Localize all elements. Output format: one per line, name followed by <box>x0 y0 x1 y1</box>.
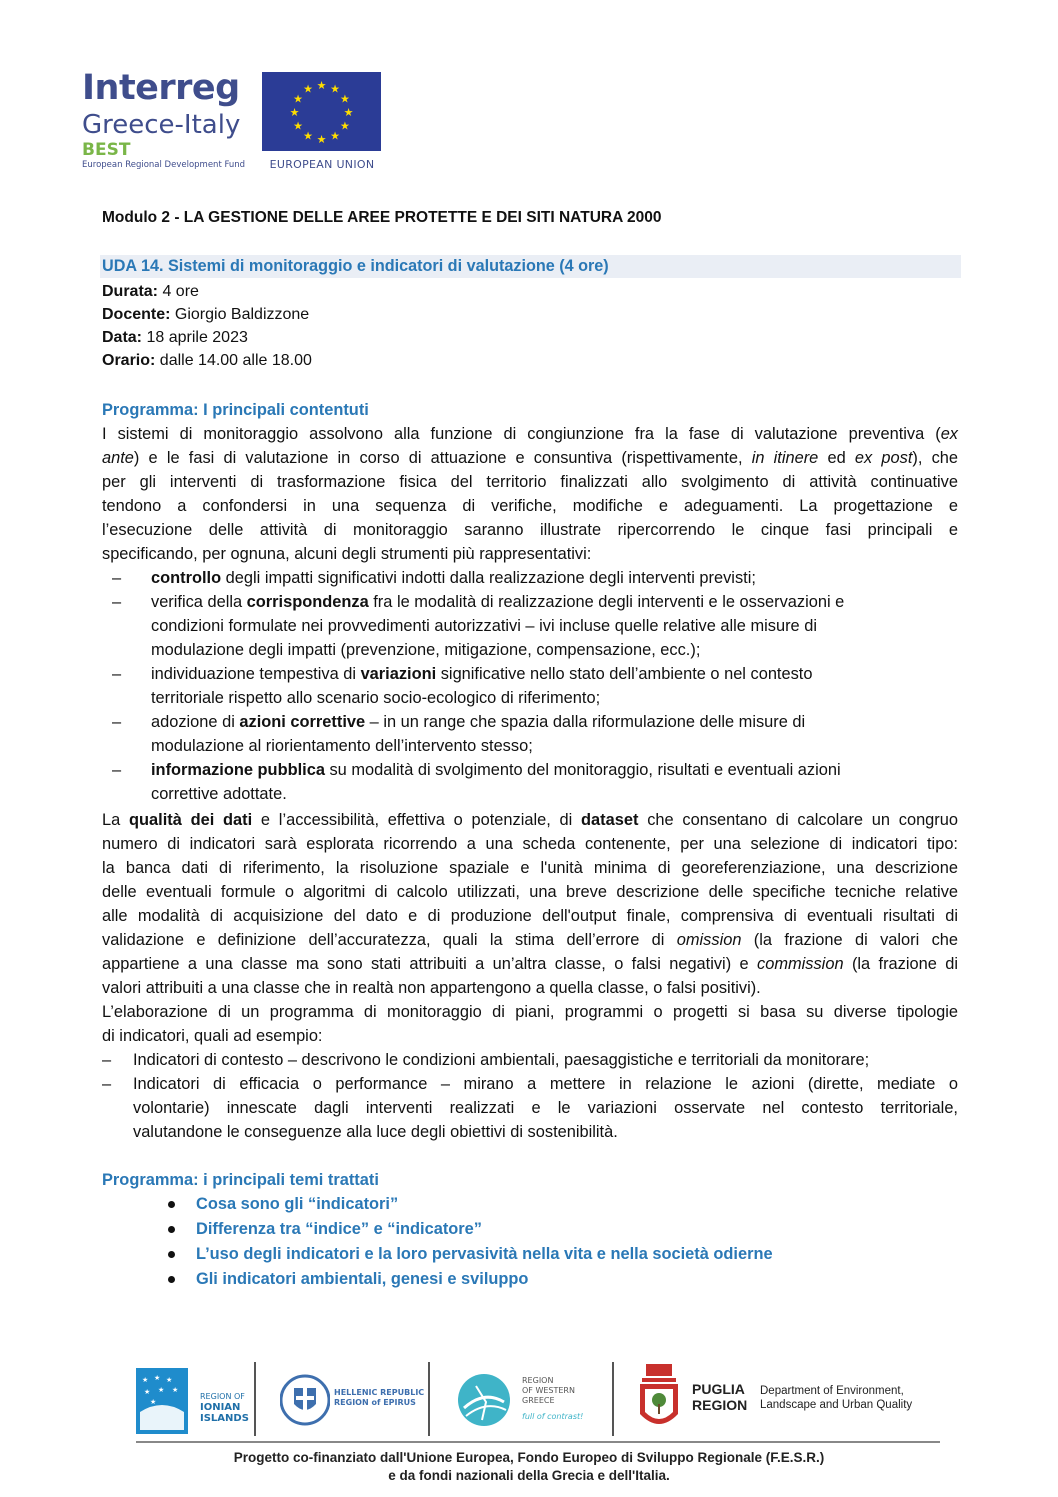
svg-text:★: ★ <box>172 1386 179 1394</box>
cofinancing-line-2: e da fondi nazionali della Grecia e dell'Italia. <box>388 1468 670 1483</box>
meta-docente <box>102 303 309 327</box>
quality-line: la banca dati di riferimento, la risoluzione spaziale e l'unità minima di georeferenziazione, una descrizione <box>102 859 958 877</box>
intro-line: ante) e le fasi di valutazione in corso di attuazione e consuntiva (rispettivamente, in itinere ed ex post), che <box>102 449 959 467</box>
svg-text:★: ★ <box>303 129 313 143</box>
cofinancing-line-1: Progetto co-finanziato dall'Unione Europea, Fondo Europeo di Sviluppo Regionale (F.E.S.R.) <box>233 1450 825 1465</box>
bullet-icon <box>168 1201 175 1208</box>
interreg-logo <box>82 68 382 173</box>
dept-label-1: Department of Environment, <box>760 1385 904 1397</box>
epirus-label-1: HELLENIC REPUBLIC <box>334 1388 425 1397</box>
ionian-label-2: IONIAN <box>200 1402 241 1413</box>
svg-text:★: ★ <box>339 119 350 133</box>
quality-line: alle modalità di acquisizione del dato e di produzione dell'output finale, comprensiva di eventuali risultati di <box>102 907 958 925</box>
ionian-label-3: ISLANDS <box>200 1413 249 1424</box>
intro-line: per gli interventi di trasformazione fisica del territorio finalizzati allo svolgimento di attività continuative <box>102 473 958 491</box>
intro-line: l’esecuzione delle attività di monitoraggio saranno illustrate ripercorrendo le cinque fasi principali e <box>102 521 958 539</box>
orario-value: dalle 14.00 alle 18.00 <box>155 352 312 369</box>
svg-text:★: ★ <box>339 92 350 106</box>
western-greece-logo-icon <box>456 1372 512 1428</box>
quality-line: La qualità dei dati e l’accessibilità, effettiva o potenziale, di dataset che consentano di calcolare un congruo <box>102 811 958 829</box>
svg-text:★: ★ <box>293 119 304 133</box>
quality-line: validazione e definizione dell’accuratezza, quali la stima dell’errore di omission (la frazione di valori che <box>102 931 958 949</box>
footer-separator <box>254 1362 256 1436</box>
logo-interreg-text: Interreg <box>82 68 240 108</box>
list-item: – informazione pubblica su modalità di svolgimento del monitoraggio, risultati e eventuali azioni correttive adottate. <box>112 761 841 803</box>
elab-line: L’elaborazione di un programma di monitoraggio di piani, programmi o progetti si basa su diverse tipologie <box>102 1003 958 1021</box>
intro-line: I sistemi di monitoraggio assolvono alla funzione di congiunzione fra la fase di valutazione preventiva (ex <box>102 425 958 443</box>
svg-text:★: ★ <box>343 106 354 119</box>
wg-label-2: OF WESTERN <box>522 1386 575 1395</box>
list-item: – individuazione tempestiva di variazioni significative nello stato dell’ambiente o nel contesto territoriale rispetto allo scenario socio-ecologico di riferimento; <box>112 665 813 707</box>
list-item: – controllo degli impatti significativi indotti dalla realizzazione degli interventi previsti; <box>112 569 756 587</box>
wg-label-3: GREECE <box>522 1396 555 1405</box>
svg-text:★: ★ <box>158 1386 165 1394</box>
uda-title: UDA 14. Sistemi di monitoraggio e indicatori di valutazione (4 ore) <box>102 257 609 275</box>
intro-paragraph <box>102 422 958 566</box>
svg-text:★: ★ <box>293 92 304 106</box>
svg-text:★: ★ <box>330 82 340 96</box>
puglia-label-1: PUGLIA <box>692 1381 745 1397</box>
wg-label-1: REGION <box>522 1376 554 1385</box>
logo-program-text: Greece-Italy <box>82 110 241 140</box>
list-item: – verifica della corrispondenza fra le modalità di realizzazione degli interventi e le osservazioni e condizioni formulate nei provvedimenti autorizzativi – ivi incluse quelle relative alle misure di modulazione degli impatti (prevenzione, mitigazione, compensazione, ecc.); <box>112 593 845 659</box>
puglia-label-2: REGION <box>692 1397 748 1413</box>
data-value: 18 aprile 2023 <box>142 329 248 346</box>
svg-text:★: ★ <box>330 129 340 143</box>
section-heading-topics: Programma: i principali temi trattati <box>102 1171 379 1189</box>
quality-paragraph <box>102 808 958 1000</box>
quality-line: numero di indicatori sarà esplorata ricorrendo a una scheda contenente, per una selezione di indicatori tipo: <box>102 835 958 853</box>
svg-text:★: ★ <box>316 133 327 146</box>
docente-value: Giorgio Baldizzone <box>170 306 310 323</box>
elab-paragraph <box>102 1000 958 1048</box>
logo-project-text: BEST <box>82 140 131 160</box>
ionian-islands-logo-icon <box>136 1368 188 1434</box>
intro-line: specificando, per ognuna, alcuni degli strumenti più rappresentativi: <box>102 545 592 563</box>
svg-text:★: ★ <box>316 79 327 92</box>
eu-flag-icon <box>262 72 381 151</box>
logo-fund-text: European Regional Development Fund <box>82 160 246 170</box>
svg-text:★: ★ <box>144 1388 151 1396</box>
elab-line: di indicatori, quali ad esempio: <box>102 1027 323 1045</box>
list-item: – Indicatori di contesto – descrivono le condizioni ambientali, paesaggistiche e territoriali da monitorare; <box>102 1051 870 1069</box>
orario-label: Orario: <box>102 352 156 369</box>
quality-line: appartiene a una classe ma sono stati attribuiti a un’altra classe, o falsi negativi) e commission (la frazione di <box>102 955 958 973</box>
list-item: – adozione di azioni correttive – in un range che spazia dalla riformulazione delle misure di modulazione al riorientamento dell’intervento stesso; <box>112 713 806 755</box>
dept-label-2: Landscape and Urban Quality <box>760 1399 913 1411</box>
meta-data <box>102 326 248 350</box>
ionian-label-1: REGION OF <box>200 1392 245 1401</box>
hellenic-republic-emblem-icon <box>280 1372 330 1428</box>
eu-label: EUROPEAN UNION <box>269 158 375 171</box>
svg-text:★: ★ <box>154 1374 161 1382</box>
quality-line: valori attribuiti a una classe che in realtà non appartengono a quella classe, o falsi positivi). <box>102 979 761 997</box>
footer-partner-logos <box>134 1360 944 1442</box>
svg-text:★: ★ <box>150 1398 157 1406</box>
puglia-coat-of-arms-icon <box>638 1362 680 1436</box>
list-item: – Indicatori di efficacia o performance – mirano a mettere in relazione le azioni (dirette, mediate o volontarie) innescate dagli interventi realizzati e le variazioni osservate nel contesto territoriale, valutandone le conseguenze alla luce degli obiettivi di sostenibilità. <box>102 1075 958 1141</box>
meta-orario <box>102 349 312 373</box>
quality-line: delle eventuali formule o algoritmi di calcolo utilizzati, una breve descrizione delle specifiche tecniche relative <box>102 883 958 901</box>
eu-stars-icon <box>262 72 381 151</box>
meta-durata <box>102 280 199 304</box>
bullet-icon <box>168 1276 175 1283</box>
wg-slogan: full of contrast! <box>522 1412 584 1421</box>
footer-separator <box>428 1362 430 1436</box>
module-title: Modulo 2 - LA GESTIONE DELLE AREE PROTETTE E DEI SITI NATURA 2000 <box>102 209 662 226</box>
durata-label: Durata: <box>102 283 159 300</box>
svg-text:★: ★ <box>303 82 313 96</box>
epirus-label-2: REGION of EPIRUS <box>334 1398 416 1407</box>
svg-text:★: ★ <box>166 1376 173 1384</box>
indicators-list <box>102 1048 958 1144</box>
data-label: Data: <box>102 329 143 346</box>
phases-list <box>112 566 958 806</box>
svg-text:★: ★ <box>289 106 300 119</box>
durata-value: 4 ore <box>158 283 199 300</box>
svg-text:★: ★ <box>142 1376 149 1384</box>
docente-label: Docente: <box>102 306 171 323</box>
footer-divider <box>136 1441 940 1443</box>
intro-line: tendono a confondersi in una sequenza di verifiche, modifiche e adeguamenti. La progettazione e <box>102 497 958 515</box>
section-heading-contents: Programma: I principali contentuti <box>102 401 369 419</box>
bullet-icon <box>168 1226 175 1233</box>
footer-separator <box>612 1362 614 1436</box>
bullet-icon <box>168 1251 175 1258</box>
